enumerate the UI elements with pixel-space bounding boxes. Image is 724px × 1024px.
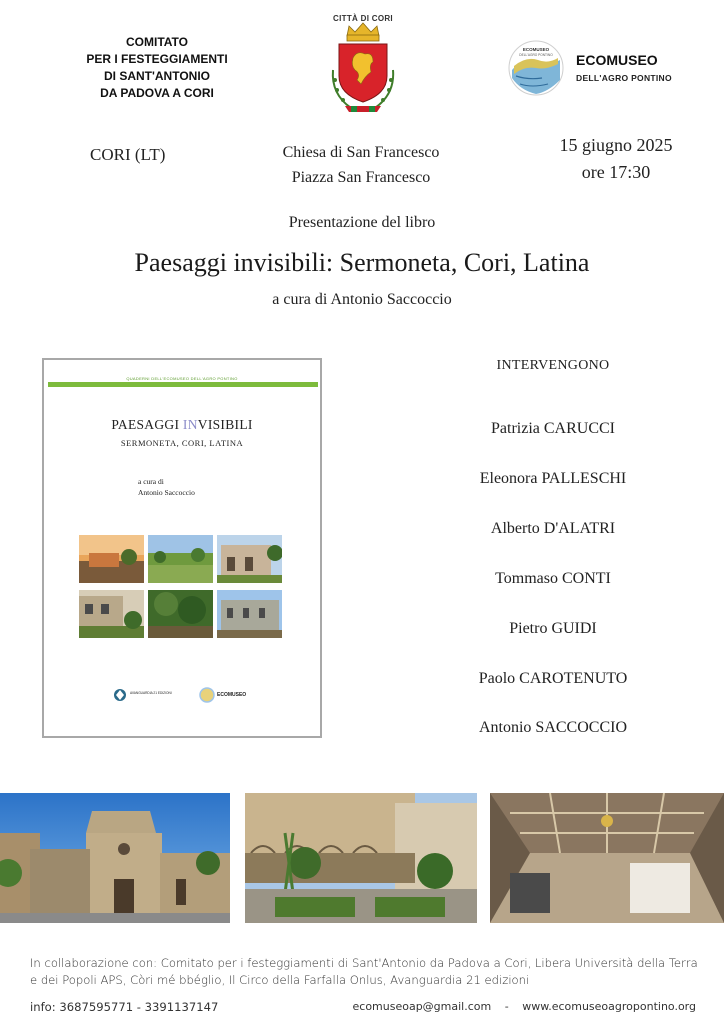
committee-title <box>72 34 242 102</box>
committee-line: DA PADOVA A CORI <box>100 86 214 100</box>
speaker-name: Tommaso CONTI <box>495 570 611 587</box>
venue-square: Piazza San Francesco <box>291 169 431 186</box>
speaker-name: Patrizia CARUCCI <box>491 420 615 437</box>
publisher-logo-avanguardia <box>112 686 172 704</box>
publisher-name: AVANGUARDIA 21 EDIZIONI <box>130 691 172 695</box>
event-time: ore 17:30 <box>581 162 651 182</box>
cover-curator-label: a cura di <box>138 477 164 486</box>
cover-title-part: PAESAGGI <box>111 417 183 432</box>
collab-line: In collaborazione con: Comitato per i festeggiamenti di Sant'Antonio da Padova a Cori, Libera Università della Terra <box>30 956 698 970</box>
cover-title-part: VISIBILI <box>197 417 253 432</box>
book-cover <box>42 358 322 738</box>
committee-line: DI SANT'ANTONIO <box>104 69 210 83</box>
speaker-name: Paolo CAROTENUTO <box>478 670 628 687</box>
publisher-logo-ecomuseo <box>199 686 249 704</box>
cover-photo <box>217 590 282 638</box>
footer-collaboration <box>30 955 720 989</box>
footer-separator: - <box>504 1000 509 1013</box>
ecomuseo-map-icon <box>508 40 564 96</box>
event-datetime <box>540 132 692 186</box>
ecomuseo-name: ECOMUSEO <box>576 52 658 68</box>
event-venue <box>256 140 466 190</box>
speaker-name: Pietro GUIDI <box>509 620 597 637</box>
cover-photo <box>148 590 213 638</box>
footer-contacts <box>330 1000 696 1013</box>
photo-cloister <box>245 793 477 923</box>
speaker-name: Antonio SACCOCCIO <box>478 719 628 736</box>
cover-series: QUADERNI DELL'ECOMUSEO DELL'AGRO PONTINO <box>126 376 238 381</box>
photo-coffered-ceiling <box>490 793 724 923</box>
crest-title: CITTÀ DI CORI <box>333 14 393 23</box>
cover-curator <box>138 476 195 498</box>
cover-green-bar <box>48 382 318 387</box>
cover-curator-name: Antonio Saccoccio <box>138 488 195 497</box>
speaker-name: Eleonora PALLESCHI <box>479 470 627 487</box>
footer-website[interactable]: www.ecomuseoagropontino.org <box>522 1000 696 1013</box>
venue-church: Chiesa di San Francesco <box>282 144 440 161</box>
footer-phone: info: 3687595771 - 3391137147 <box>30 1000 219 1014</box>
committee-line: PER I FESTEGGIAMENTI <box>86 52 228 66</box>
cover-subtitle: SERMONETA, CORI, LATINA <box>120 438 244 448</box>
photo-church-facade <box>0 793 230 923</box>
book-title: Paesaggi invisibili: Sermoneta, Cori, Latina <box>134 248 590 277</box>
footer-email[interactable]: ecomuseoap@gmail.com <box>352 1000 492 1013</box>
svg-text:DELL'AGRO PONTINO: DELL'AGRO PONTINO <box>519 53 553 57</box>
speaker-name: Alberto D'ALATRI <box>490 520 616 537</box>
ecomuseo-subtitle: DELL'AGRO PONTINO <box>576 73 672 83</box>
crest-icon <box>325 14 401 118</box>
ecomuseo-logo <box>508 40 564 96</box>
collab-line: e dei Popoli APS, Còri mé bbéglio, Il Circo della Farfalla Onlus, Avanguardia 21 edizioni <box>30 973 530 987</box>
book-curator: a cura di Antonio Saccoccio <box>272 291 452 308</box>
city-crest <box>325 14 401 118</box>
cover-title-highlight: IN <box>182 417 198 432</box>
publisher-name: ECOMUSEO <box>217 692 247 698</box>
committee-line: COMITATO <box>126 35 188 49</box>
cover-photo <box>79 535 144 583</box>
event-date: 15 giugno 2025 <box>559 135 673 155</box>
event-place: CORI (LT) <box>90 145 166 164</box>
presentation-label: Presentazione del libro <box>288 214 436 231</box>
cover-photo <box>148 535 213 583</box>
speakers-heading: INTERVENGONO <box>496 358 610 373</box>
svg-text:ECOMUSEO: ECOMUSEO <box>522 47 550 52</box>
cover-photo <box>79 590 144 638</box>
cover-photo <box>217 535 282 583</box>
cover-title <box>44 417 320 433</box>
cover-photo-grid <box>79 535 283 639</box>
